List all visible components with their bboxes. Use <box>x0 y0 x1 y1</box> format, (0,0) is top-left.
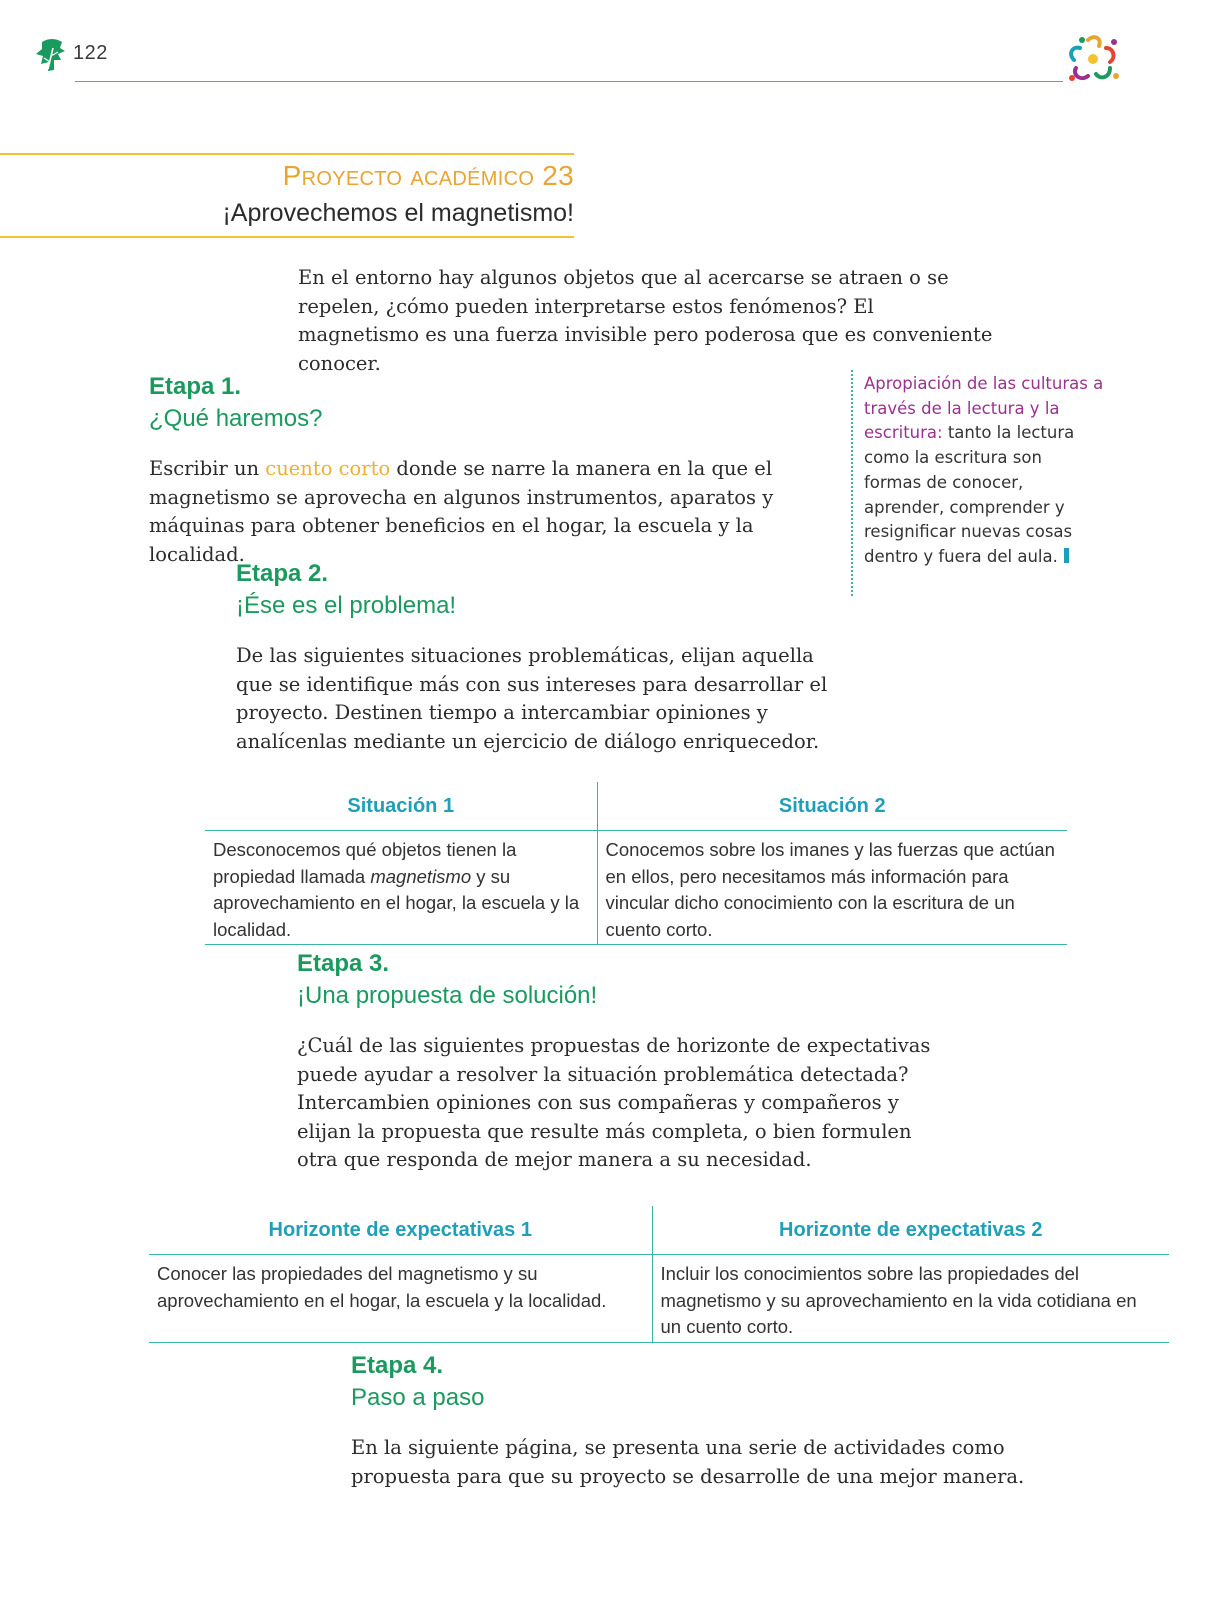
situation2-header: Situación 2 <box>597 782 1067 831</box>
horizons-row <box>149 1255 1169 1343</box>
stage3-number: Etapa 3. <box>297 950 390 977</box>
stage1-paragraph <box>149 455 809 569</box>
situation2-cell: Conocemos sobre los imanes y las fuerzas que actúan en ellos, pero necesitamos más información para vincular dicho conocimiento con la escritura de un cuento corto. <box>597 831 1067 945</box>
header-divider <box>75 81 1063 82</box>
colorful-sun-icon <box>1066 32 1120 86</box>
title-top-rule <box>0 153 574 155</box>
stage4-subtitle: Paso a paso <box>351 1384 485 1411</box>
horizon2-cell: Incluir los conocimientos sobre las propiedades del magnetismo y su aprovechamiento en la vida cotidiana en un cuento corto. <box>652 1255 1169 1343</box>
stage1-highlight: cuento corto <box>265 457 391 480</box>
situations-row <box>205 831 1067 945</box>
project-label: Proyecto académico 23 <box>282 160 574 191</box>
situation1-text-after: y su aprovechamiento en el hogar, la escuela y la localidad. <box>213 865 580 940</box>
horizon2-header: Horizonte de expectativas 2 <box>652 1206 1169 1255</box>
situations-table <box>205 782 1067 945</box>
green-leaf-icon <box>34 36 68 74</box>
situation1-emphasis: magnetismo <box>370 865 472 887</box>
stage4-number: Etapa 4. <box>351 1352 444 1379</box>
stage1-subtitle: ¿Qué haremos? <box>149 405 323 432</box>
stage2-number: Etapa 2. <box>236 560 329 587</box>
intro-paragraph: En el entorno hay algunos objetos que al acercarse se atraen o se repelen, ¿cómo pueden interpretarse estos fenómenos? El magnetismo es una fuerza invisible pero poderosa que es conveniente conocer. <box>298 266 993 375</box>
side-note <box>864 372 1104 570</box>
horizon1-cell: Conocer las propiedades del magnetismo y su aprovechamiento en el hogar, la escuela y la localidad. <box>149 1255 652 1343</box>
stage2-subtitle: ¡Ése es el problema! <box>236 592 457 619</box>
stage1-text-before: Escribir un <box>149 457 266 480</box>
stage3-subtitle: ¡Una propuesta de solución! <box>297 982 598 1009</box>
horizons-header-row <box>149 1206 1169 1255</box>
situation1-header: Situación 1 <box>205 782 597 831</box>
title-bottom-rule <box>0 236 574 238</box>
side-note-title: Apropiación de las culturas a través de la lectura y la escritura: <box>864 374 1104 443</box>
side-note-divider <box>851 370 853 596</box>
stage3-paragraph: ¿Cuál de las siguientes propuestas de horizonte de expectativas puede ayudar a resolver la situación problemática detectada? Intercambien opiniones con sus compañeras y compañeros y elijan la propuesta que resulte más completa, o bien formulen otra que responda de mejor manera a su necesidad. <box>297 1034 931 1171</box>
horizon1-header: Horizonte de expectativas 1 <box>149 1206 652 1255</box>
situations-header-row <box>205 782 1067 831</box>
page-number: 122 <box>73 42 108 64</box>
project-title: ¡Aprovechemos el magnetismo! <box>222 199 574 227</box>
horizons-table <box>149 1206 1169 1343</box>
stage1-text-after: donde se narre la manera en la que el magnetismo se aprovecha en algunos instrumentos, aparatos y máquinas para obtener beneficios en el hogar, la escuela y la localidad. <box>149 457 774 566</box>
stage2-paragraph: De las siguientes situaciones problemáticas, elijan aquella que se identifique más con sus intereses para desarrollar el proyecto. Destinen tiempo a intercambiar opiniones y analícenlas mediante un ejercicio de diálogo enriquecedor. <box>236 644 828 753</box>
stage4-paragraph: En la siguiente página, se presenta una serie de actividades como propuesta para que su proyecto se desarrolle de una mejor manera. <box>351 1436 1025 1488</box>
situation1-cell <box>205 831 597 945</box>
end-mark-icon <box>1064 548 1069 563</box>
stage1-number: Etapa 1. <box>149 373 242 400</box>
side-note-text: tanto la lectura como la escritura son formas de conocer, aprender, comprender y resignificar nuevas cosas dentro y fuera del aula. <box>864 423 1075 566</box>
situation1-text-before: Desconocemos qué objetos tienen la propiedad llamada <box>213 839 517 887</box>
